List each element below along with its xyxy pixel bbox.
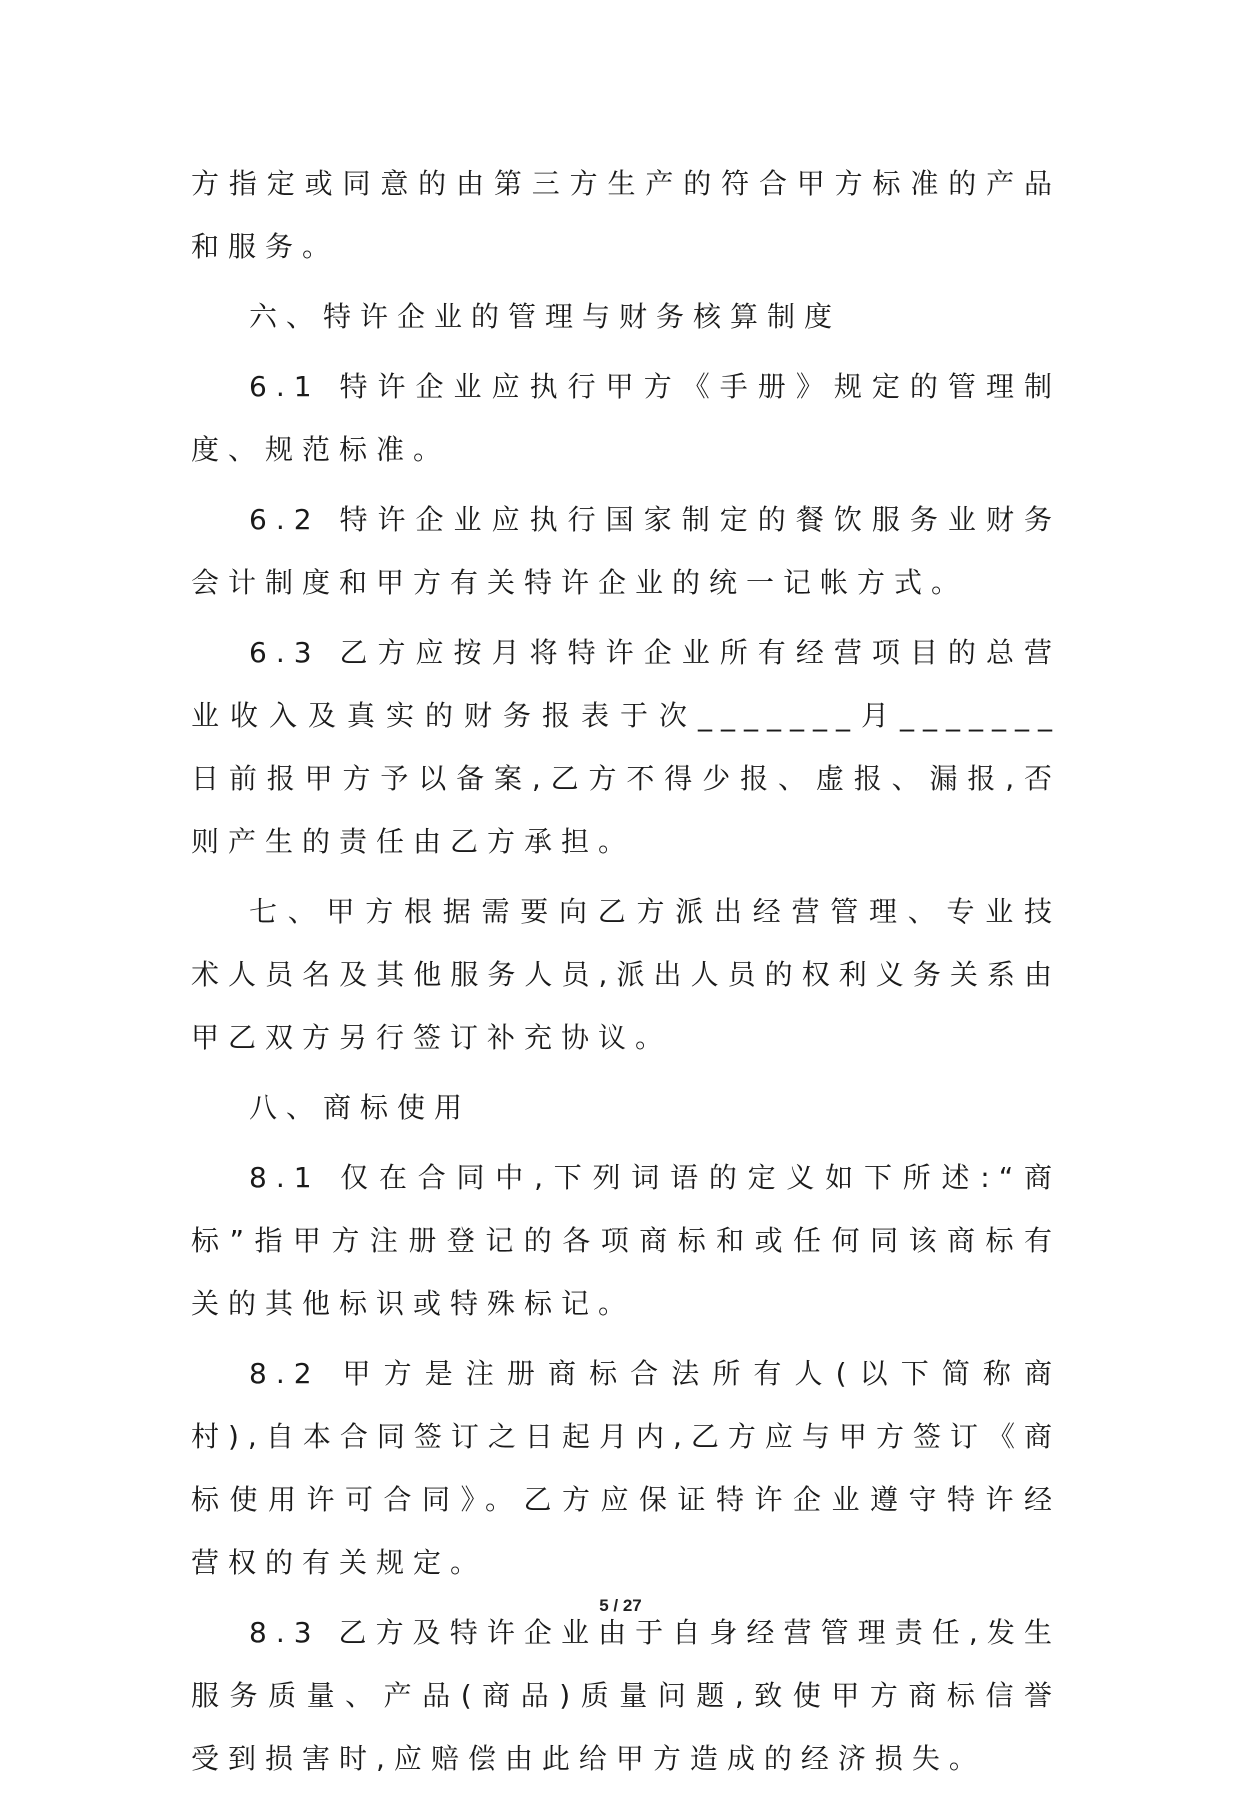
clause-6-3: 6.3 乙方应按月将特许企业所有经营项目的总营业收入及真实的财务报表于次_______月_______日前报甲方予以备案,乙方不得少报、虚报、漏报,否则产生的责任由乙方承担。 [191, 636, 1061, 858]
clause-8-2: 8.2 甲方是注册商标合法所有人(以下简称商村),自本合同签订之日起月内,乙方应与甲方签订《商标使用许可合同》。乙方应保证特许企业遵守特许经营权的有关规定。 [191, 1357, 1061, 1579]
clause-6-1: 6.1 特许企业应执行甲方《手册》规定的管理制度、规范标准。 [191, 370, 1061, 466]
clause-6-2: 6.2 特许企业应执行国家制定的餐饮服务业财务会计制度和甲方有关特许企业的统一记帐方式。 [191, 503, 1061, 599]
clause-8-3: 8.3 乙方及特许企业由于自身经营管理责任,发生服务质量、产品(商品)质量问题,致使甲方商标信誉受到损害时,应赔偿由此给甲方造成的经济损失。 [191, 1616, 1061, 1775]
clause-8-1: 8.1 仅在合同中,下列词语的定义如下所述:“商标”指甲方注册登记的各项商标和或任何同该商标有关的其他标识或特殊标记。 [191, 1161, 1061, 1320]
section-7: 七、甲方根据需要向乙方派出经营管理、专业技术人员名及其他服务人员,派出人员的权利义务关系由甲乙双方另行签订补充协议。 [191, 895, 1061, 1054]
page-number: 5 / 27 [599, 1596, 642, 1615]
paragraph-continuation: 方指定或同意的由第三方生产的符合甲方标准的产品和服务。 [191, 167, 1061, 263]
section-heading-8: 八、商标使用 [249, 1091, 472, 1124]
section-heading-6: 六、特许企业的管理与财务核算制度 [249, 300, 842, 333]
document-body [191, 152, 1061, 1797]
